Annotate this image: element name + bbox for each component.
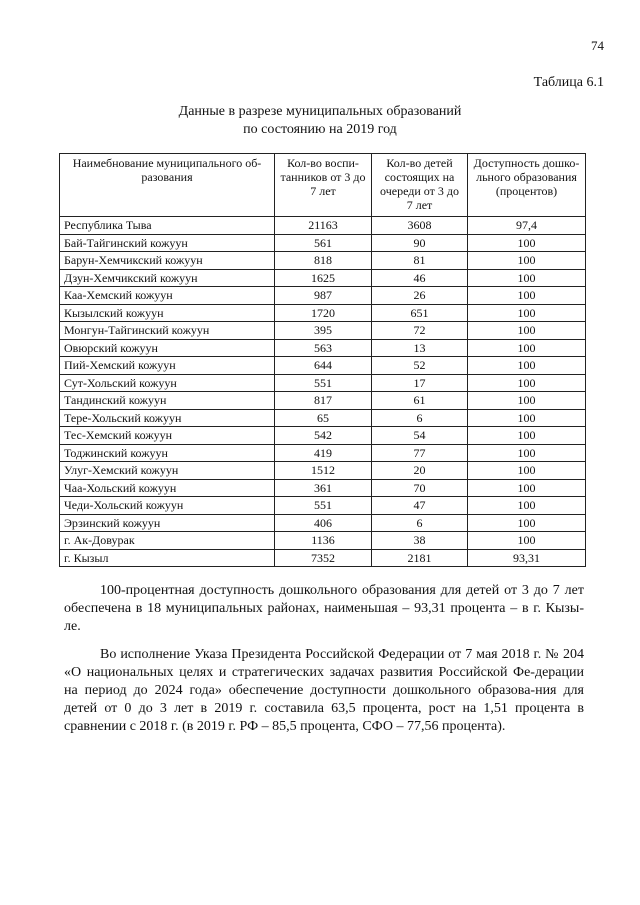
cell-municipality: Тес-Хемский кожуун bbox=[60, 427, 275, 445]
cell-availability: 100 bbox=[468, 392, 586, 410]
cell-queue-count: 3608 bbox=[372, 217, 468, 235]
cell-municipality: Республика Тыва bbox=[60, 217, 275, 235]
cell-queue-count: 46 bbox=[372, 269, 468, 287]
cell-availability: 97,4 bbox=[468, 217, 586, 235]
cell-queue-count: 77 bbox=[372, 444, 468, 462]
table-row bbox=[60, 497, 586, 515]
cell-availability: 100 bbox=[468, 462, 586, 480]
table-row bbox=[60, 392, 586, 410]
cell-pupils-count: 644 bbox=[275, 357, 372, 375]
cell-availability: 100 bbox=[468, 357, 586, 375]
cell-queue-count: 6 bbox=[372, 409, 468, 427]
paragraph-2: Во исполнение Указа Президента Российской Федерации от 7 мая 2018 г. № 204 «О национальных целях и стратегических задачах развития Российской Фе-дерации на период до 2024 года» обеспечение доступности дошкольного образова-ния для детей от 0 до 3 лет в 2019 г. составила 63,5 процента, рост на 1,51 процента в сравнении с 2018 г. (в 2019 г. РФ – 85,5 процента, СФО – 77,56 процента). bbox=[64, 647, 584, 734]
cell-availability: 100 bbox=[468, 427, 586, 445]
cell-availability: 100 bbox=[468, 497, 586, 515]
cell-municipality: Тере-Хольский кожуун bbox=[60, 409, 275, 427]
cell-queue-count: 81 bbox=[372, 252, 468, 270]
cell-availability: 100 bbox=[468, 532, 586, 550]
cell-availability: 100 bbox=[468, 287, 586, 305]
caption-line-2: по состоянию на 2019 год bbox=[243, 122, 397, 137]
table-row bbox=[60, 269, 586, 287]
cell-pupils-count: 406 bbox=[275, 514, 372, 532]
cell-availability: 100 bbox=[468, 322, 586, 340]
cell-availability: 100 bbox=[468, 269, 586, 287]
table-row bbox=[60, 252, 586, 270]
cell-municipality: Монгун-Тайгинский кожуун bbox=[60, 322, 275, 340]
paragraph-1: 100-процентная доступность дошкольного образования для детей от 3 до 7 лет обеспечена в 18 муниципальных районах, наименьшая – 93,31 процента – в г. Кызы-ле. bbox=[64, 583, 584, 634]
header-pupils-count: Кол-во воспи-танников от 3 до 7 лет bbox=[275, 154, 372, 217]
caption-line-1: Данные в разрезе муниципальных образований bbox=[178, 104, 462, 119]
header-municipality: Наимебнование муниципального об-разования bbox=[60, 154, 275, 217]
cell-queue-count: 6 bbox=[372, 514, 468, 532]
cell-municipality: Тандинский кожуун bbox=[60, 392, 275, 410]
table-row bbox=[60, 287, 586, 305]
cell-pupils-count: 419 bbox=[275, 444, 372, 462]
cell-municipality: Дзун-Хемчикский кожуун bbox=[60, 269, 275, 287]
cell-pupils-count: 817 bbox=[275, 392, 372, 410]
cell-availability: 100 bbox=[468, 304, 586, 322]
cell-pupils-count: 563 bbox=[275, 339, 372, 357]
cell-availability: 100 bbox=[468, 479, 586, 497]
cell-pupils-count: 1136 bbox=[275, 532, 372, 550]
header-queue-count: Кол-во детей состоящих на очереди от 3 до 7 лет bbox=[372, 154, 468, 217]
cell-municipality: Каа-Хемский кожуун bbox=[60, 287, 275, 305]
cell-municipality: Тоджинский кожуун bbox=[60, 444, 275, 462]
cell-municipality: г. Кызыл bbox=[60, 549, 275, 567]
table-header-row bbox=[60, 154, 586, 217]
body-text bbox=[64, 582, 584, 746]
cell-pupils-count: 551 bbox=[275, 497, 372, 515]
cell-queue-count: 72 bbox=[372, 322, 468, 340]
cell-queue-count: 90 bbox=[372, 234, 468, 252]
cell-pupils-count: 551 bbox=[275, 374, 372, 392]
cell-municipality: Пий-Хемский кожуун bbox=[60, 357, 275, 375]
table-row bbox=[60, 479, 586, 497]
cell-availability: 100 bbox=[468, 409, 586, 427]
table-row bbox=[60, 444, 586, 462]
cell-queue-count: 61 bbox=[372, 392, 468, 410]
cell-pupils-count: 1625 bbox=[275, 269, 372, 287]
cell-pupils-count: 1512 bbox=[275, 462, 372, 480]
cell-queue-count: 70 bbox=[372, 479, 468, 497]
cell-municipality: Кызылский кожуун bbox=[60, 304, 275, 322]
cell-queue-count: 52 bbox=[372, 357, 468, 375]
header-availability: Доступность дошко-льного образования (процентов) bbox=[468, 154, 586, 217]
table-row bbox=[60, 514, 586, 532]
cell-pupils-count: 1720 bbox=[275, 304, 372, 322]
cell-pupils-count: 361 bbox=[275, 479, 372, 497]
cell-queue-count: 54 bbox=[372, 427, 468, 445]
cell-municipality: Сут-Хольский кожуун bbox=[60, 374, 275, 392]
table-row bbox=[60, 409, 586, 427]
table-row bbox=[60, 532, 586, 550]
table-body bbox=[60, 217, 586, 567]
table-row bbox=[60, 462, 586, 480]
cell-queue-count: 17 bbox=[372, 374, 468, 392]
cell-pupils-count: 542 bbox=[275, 427, 372, 445]
cell-municipality: Чеди-Хольский кожуун bbox=[60, 497, 275, 515]
cell-pupils-count: 395 bbox=[275, 322, 372, 340]
cell-pupils-count: 21163 bbox=[275, 217, 372, 235]
table-label: Таблица 6.1 bbox=[533, 75, 604, 90]
cell-availability: 100 bbox=[468, 339, 586, 357]
cell-queue-count: 651 bbox=[372, 304, 468, 322]
cell-municipality: Эрзинский кожуун bbox=[60, 514, 275, 532]
page-number: 74 bbox=[591, 38, 604, 53]
cell-queue-count: 47 bbox=[372, 497, 468, 515]
cell-queue-count: 26 bbox=[372, 287, 468, 305]
cell-municipality: Барун-Хемчикский кожуун bbox=[60, 252, 275, 270]
cell-pupils-count: 818 bbox=[275, 252, 372, 270]
cell-availability: 100 bbox=[468, 514, 586, 532]
cell-municipality: Бай-Тайгинский кожуун bbox=[60, 234, 275, 252]
cell-availability: 100 bbox=[468, 234, 586, 252]
cell-queue-count: 38 bbox=[372, 532, 468, 550]
cell-queue-count: 2181 bbox=[372, 549, 468, 567]
table-row bbox=[60, 357, 586, 375]
municipal-data-table bbox=[59, 153, 586, 567]
table-row bbox=[60, 339, 586, 357]
cell-queue-count: 20 bbox=[372, 462, 468, 480]
cell-availability: 100 bbox=[468, 374, 586, 392]
cell-pupils-count: 65 bbox=[275, 409, 372, 427]
table-row bbox=[60, 374, 586, 392]
cell-municipality: Улуг-Хемский кожуун bbox=[60, 462, 275, 480]
table-row bbox=[60, 304, 586, 322]
cell-municipality: г. Ак-Довурак bbox=[60, 532, 275, 550]
table-row bbox=[60, 234, 586, 252]
cell-pupils-count: 987 bbox=[275, 287, 372, 305]
table-caption bbox=[0, 103, 640, 139]
cell-availability: 100 bbox=[468, 444, 586, 462]
cell-availability: 93,31 bbox=[468, 549, 586, 567]
cell-availability: 100 bbox=[468, 252, 586, 270]
cell-municipality: Чаа-Хольский кожуун bbox=[60, 479, 275, 497]
table-row bbox=[60, 322, 586, 340]
cell-pupils-count: 7352 bbox=[275, 549, 372, 567]
cell-pupils-count: 561 bbox=[275, 234, 372, 252]
table-row bbox=[60, 427, 586, 445]
cell-municipality: Овюрский кожуун bbox=[60, 339, 275, 357]
cell-queue-count: 13 bbox=[372, 339, 468, 357]
table-row bbox=[60, 217, 586, 235]
table-row bbox=[60, 549, 586, 567]
